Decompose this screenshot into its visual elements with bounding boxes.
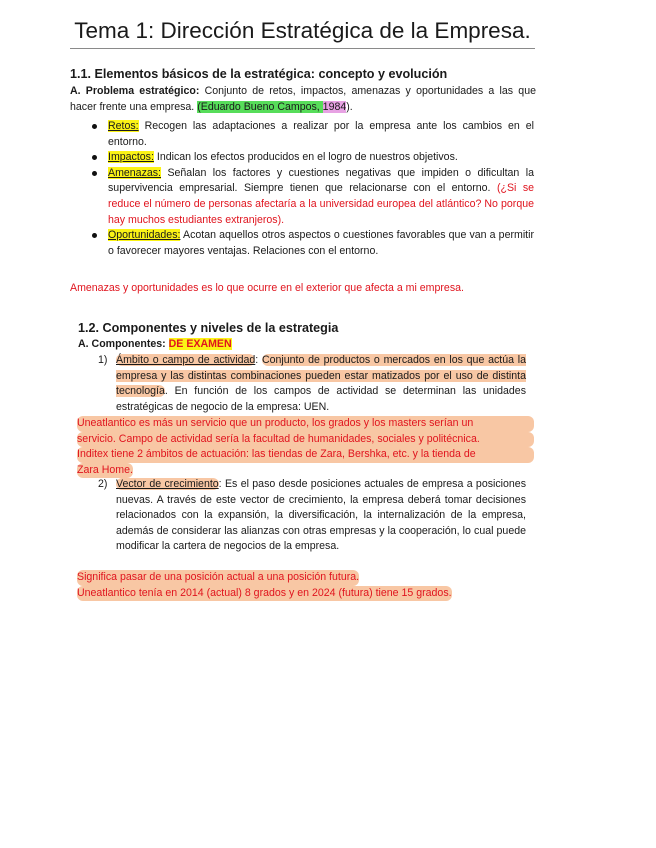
note-line: Significa pasar de una posición actual a una posición futura. <box>77 570 359 586</box>
note-line: Uneatlantico es más un servicio que un producto, los grados y los masters serían un <box>77 416 534 432</box>
note-line: Zara Home. <box>77 463 133 479</box>
item-rest: Es el paso desde posiciones actuales de empresa a posiciones nuevas. A través de este vector de crecimiento, la empresa deberá tomar decisiones relacionados con la expansión, la diversificación, la internalización de la empresa, además de considerar las alianzas con otras empresas y la cooperación, lo cual puede modificar la cartera de negocios de la empresa. <box>116 478 526 553</box>
problema-estrategico-paragraph: A. Problema estratégico: Conjunto de retos, impactos, amenazas y oportunidades a las que hacer frente una empresa. (Eduardo Bueno Campos, 1984). <box>70 85 536 113</box>
item-term: Vector de crecimiento <box>116 478 219 490</box>
bullet-text: Indican los efectos producidos en el logro de nuestros objetivos. <box>156 151 458 164</box>
componentes-label: A. Componentes: <box>78 338 166 350</box>
item-rest: . En función de los campos de actividad se determinan las unidades estratégicas de negocio de la empresa: UEN. <box>116 385 526 413</box>
bullet-icon <box>92 233 97 238</box>
note-vector <box>77 570 534 601</box>
componentes-line <box>78 338 232 350</box>
bullet-text: Señalan los factores y cuestiones negativas que impiden o dificultan la supervivencia empresarial. Siempre tienen que relacionarse con el entorno. <box>108 166 534 195</box>
item-text: Ámbito o campo de actividad: Conjunto de productos o mercados en los que actúa la empresa y las distintas combinaciones pueden estar matizados por el uso de distinta tecnología. En función de los campos de actividad se determinan las unidades estratégicas de negocio de la empresa: UEN. <box>116 354 526 413</box>
note-line: Uneatlantico tenía en 2014 (actual) 8 grados y en 2024 (futura) tiene 15 grados. <box>77 586 452 602</box>
bullet-term: Amenazas: <box>108 166 161 179</box>
bullet-term: Impactos: <box>108 151 154 164</box>
section-heading-1-2: 1.2. Componentes y niveles de la estrategia <box>78 321 339 335</box>
section-heading-1-1: 1.1. Elementos básicos de la estratégica: concepto y evolución <box>70 67 448 81</box>
problema-label: A. Problema estratégico: <box>70 85 200 97</box>
citation-author: Eduardo Bueno Campos <box>200 100 317 113</box>
exam-badge: DE EXAMEN <box>168 338 232 350</box>
bullet-term: Retos: <box>108 120 139 132</box>
problema-text: Conjunto de retos, impactos, amenazas y oportunidades a las que hacer frente una empresa. <box>70 85 536 113</box>
page-title: Tema 1: Dirección Estratégica de la Empresa. <box>70 18 535 49</box>
item-highlight-text: Conjunto de productos o mercados en los que actúa la empresa y las distintas combinaciones pueden estar matizados por el uso de distinta tecnología <box>116 354 526 398</box>
bullet-icon <box>92 155 97 160</box>
item-number: 2) <box>98 478 108 490</box>
bullet-text: Acotan aquellos otros aspectos o cuestiones favorables que van a permitir o favorecer mayores ventajas. Relaciones con el entorno. <box>108 229 534 257</box>
list-item <box>92 166 534 228</box>
list-item <box>92 150 534 166</box>
note-line: Inditex tiene 2 ámbitos de actuación: las tiendas de Zara, Bershka, etc. y la tienda de <box>77 447 534 463</box>
bullet-list <box>92 119 534 259</box>
item-text: Vector de crecimiento: Es el paso desde posiciones actuales de empresa a posiciones nuevas. A través de este vector de crecimiento, la empresa deberá tomar decisiones relacionados con la expansión, la diversificación, la internalización de la empresa, además de considerar las alianzas con otras empresas y la cooperación, lo cual puede modificar la cartera de negocios de la empresa. <box>116 478 526 553</box>
bullet-icon <box>92 171 97 176</box>
citation: (Eduardo Bueno Campos, <box>197 100 323 113</box>
summary-note: Amenazas y oportunidades es lo que ocurre en el exterior que afecta a mi empresa. <box>70 282 464 294</box>
note-ambito <box>77 416 534 478</box>
citation-year: 1984 <box>322 100 347 113</box>
list-item <box>92 119 534 150</box>
list-item <box>92 228 534 259</box>
bullet-term: Oportunidades: <box>108 229 181 242</box>
bullet-note: (¿Si se reduce el número de personas afectaría a la universidad europea del atlántico? No porque hay muchos estudiantes extranjeros). <box>108 182 535 226</box>
bullet-icon <box>92 124 97 129</box>
item-term: Ámbito o campo de actividad <box>116 354 256 366</box>
item-number: 1) <box>98 354 108 366</box>
bullet-text: Recogen las adaptaciones a realizar por la empresa ante los cambios en el entorno. <box>108 120 534 148</box>
note-line: servicio. Campo de actividad sería la facultad de humanidades, sociales y politécnica. <box>77 432 534 448</box>
